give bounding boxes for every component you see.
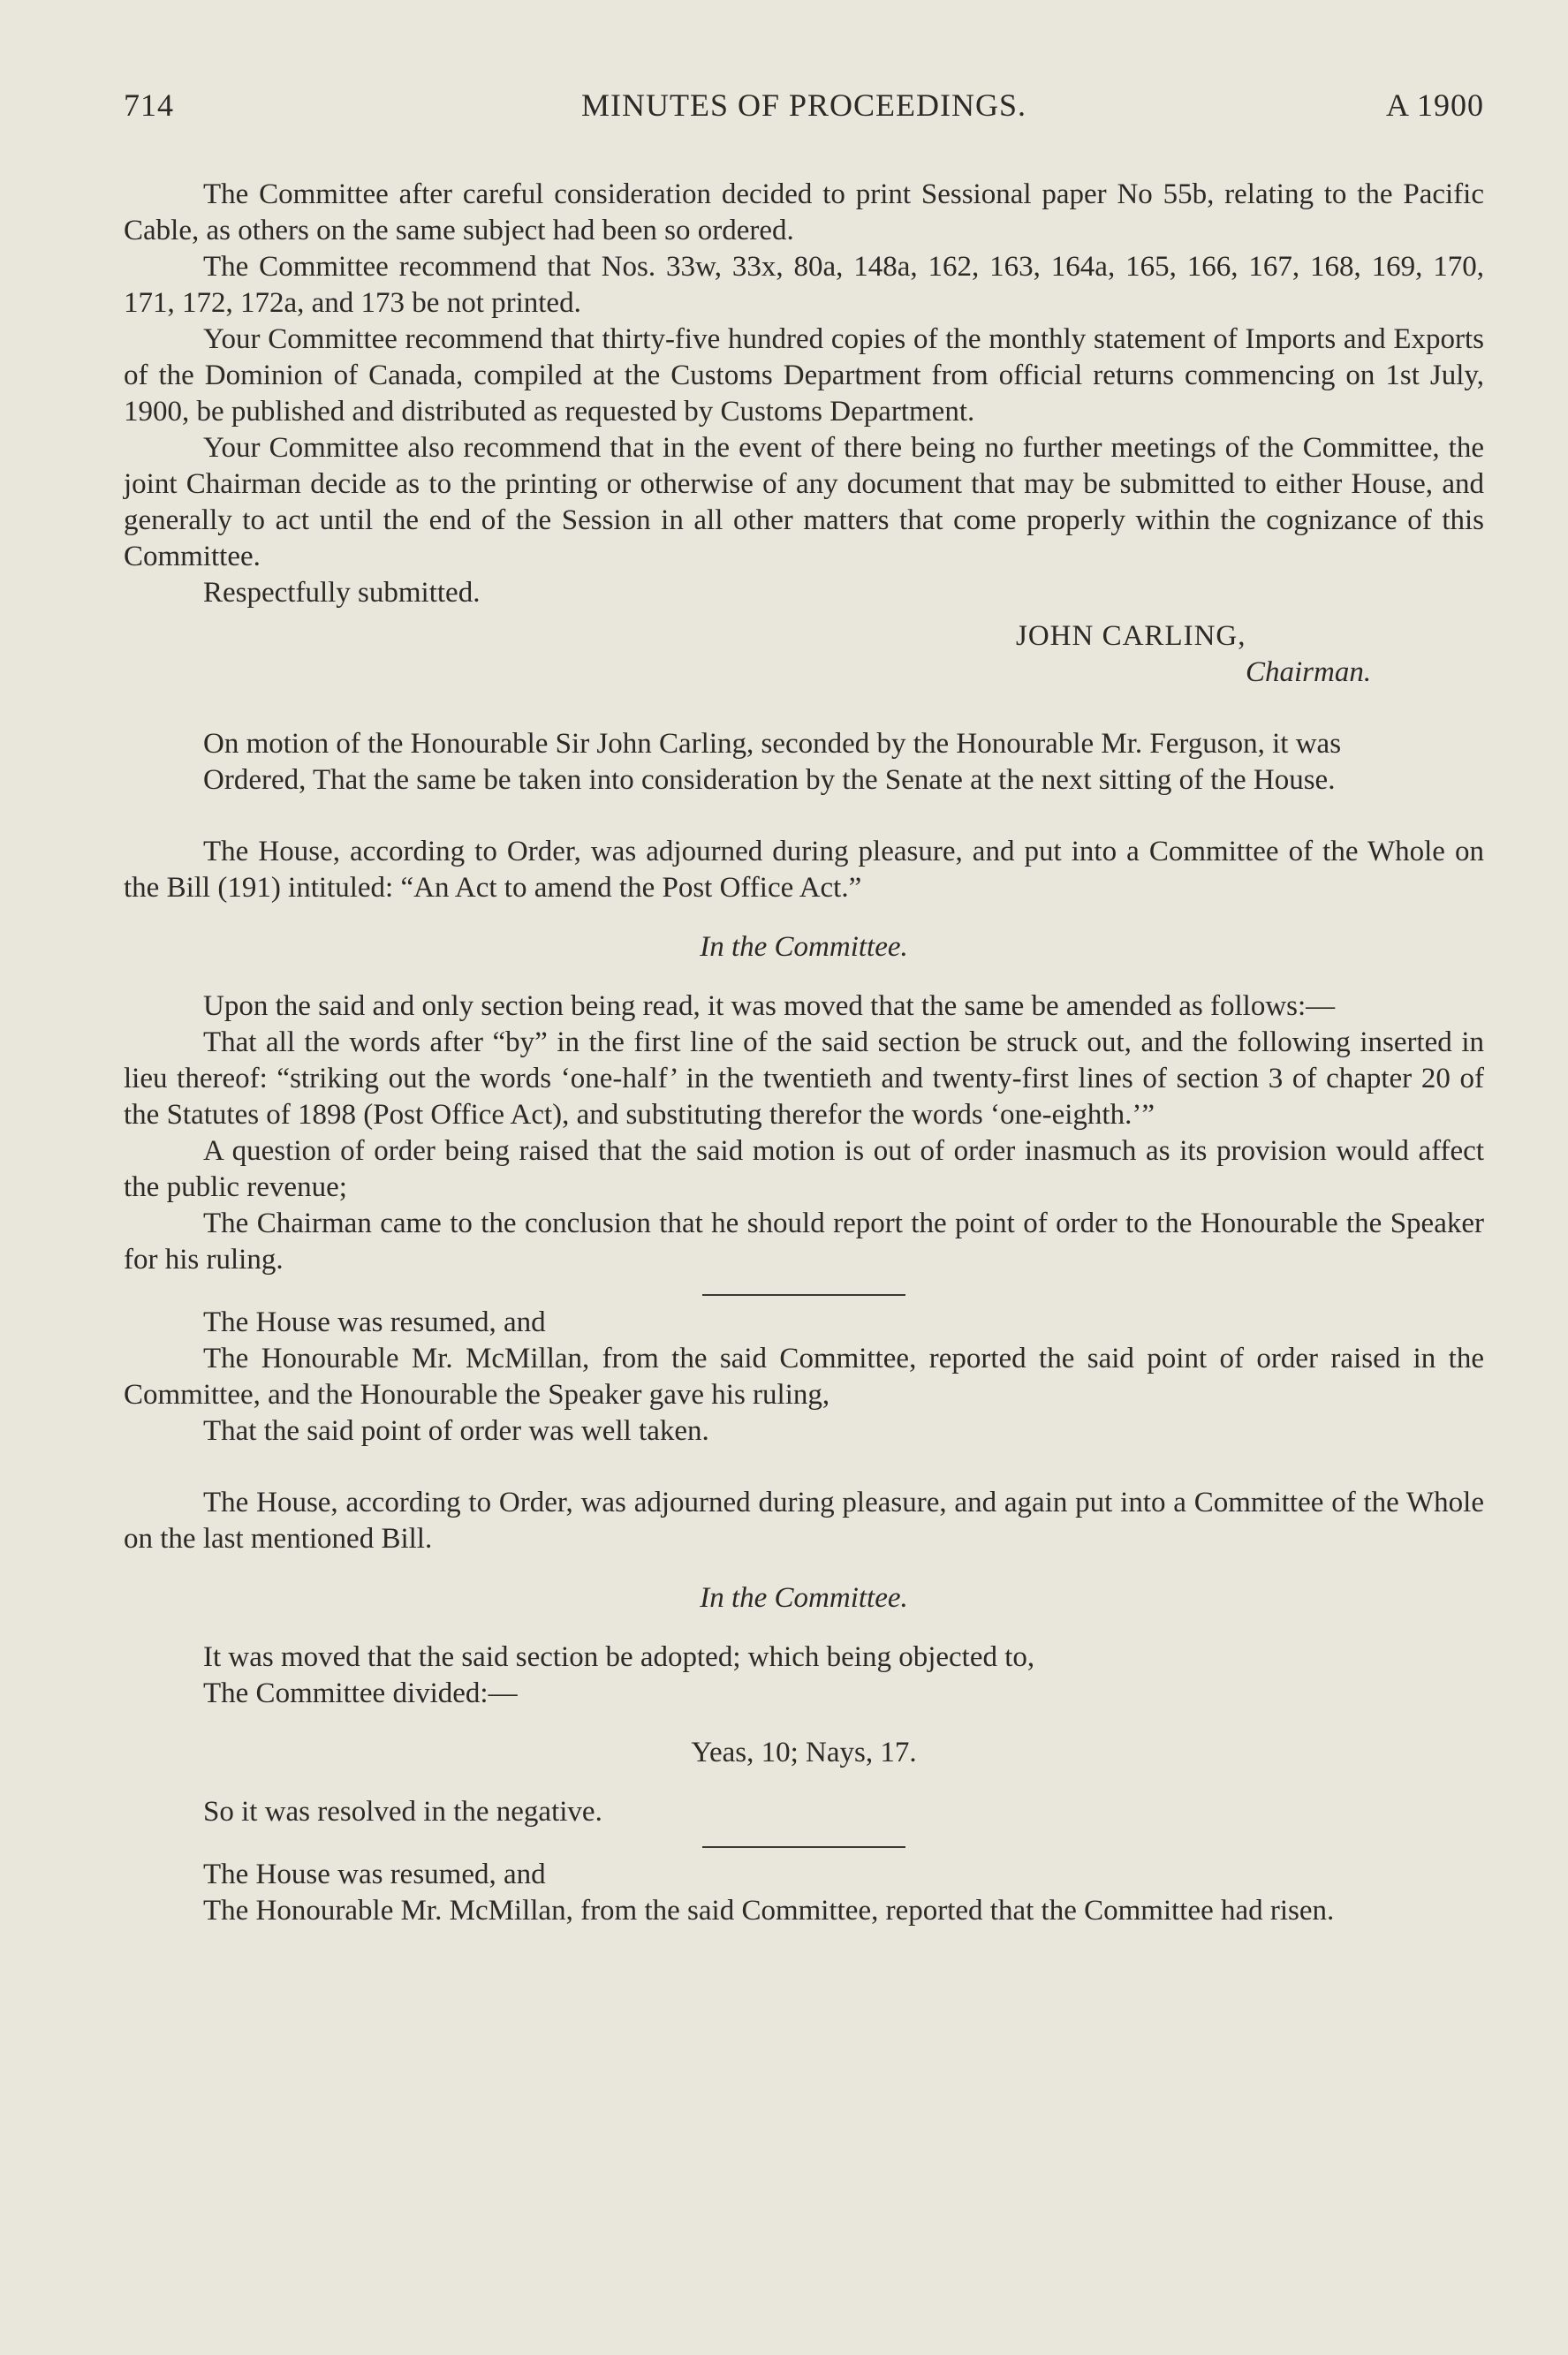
section-divider-1	[702, 1294, 905, 1296]
paragraph-22: The Honourable Mr. McMillan, from the said Committee, reported that the Committee had risen.	[203, 1895, 1335, 1927]
section-divider-2	[702, 1846, 905, 1848]
division-result: Yeas, 10; Nays, 17.	[691, 1737, 917, 1768]
running-title: MINUTES OF PROCEEDINGS.	[580, 87, 1027, 123]
paragraph-3: Your Committee recommend that thirty-five hundred copies of the monthly statement of Imports and Exports of the Dominion of Canada, compiled at the Customs Department from official returns commencing on 1st July, 1900, be published and distributed as requested by Customs Department.	[124, 323, 1484, 428]
document-body	[124, 177, 1484, 1929]
paragraph-5: Respectfully submitted.	[203, 577, 481, 609]
session-year: A 1900	[1385, 87, 1484, 123]
paragraph-14: The Honourable Mr. McMillan, from the said Committee, reported the said point of order raised in the Committee, and the Honourable the Speaker gave his ruling,	[124, 1343, 1484, 1411]
paragraph-4: Your Committee also recommend that in the event of there being no further meetings of the Committee, the joint Chairman decide as to the printing or otherwise of any document that may be submitted to either House, and generally to act until the end of the Session in all other matters that come properly within the cognizance of this Committee.	[124, 432, 1484, 572]
section-heading-committee-1: In the Committee.	[700, 931, 908, 963]
paragraph-7: Ordered, That the same be taken into consideration by the Senate at the next sitting of the House.	[203, 764, 1336, 796]
paragraph-12: The Chairman came to the conclusion that he should report the point of order to the Honourable the Speaker for his ruling.	[124, 1208, 1484, 1276]
page-number: 714	[124, 87, 174, 123]
paragraph-17: It was moved that the said section be adopted; which being objected to,	[203, 1641, 1035, 1673]
paragraph-11: A question of order being raised that the said motion is out of order inasmuch as its provision would affect the public revenue;	[124, 1135, 1484, 1203]
paragraph-8: The House, according to Order, was adjourned during pleasure, and put into a Committee of the Whole on the Bill (191) intituled: “An Act to amend the Post Office Act.”	[124, 836, 1484, 904]
signatory-name: JOHN CARLING,	[1016, 620, 1246, 652]
signatory-title: Chairman.	[1246, 656, 1372, 688]
section-heading-committee-2: In the Committee.	[700, 1582, 908, 1614]
paragraph-16: The House, according to Order, was adjourned during pleasure, and again put into a Committee of the Whole on the last mentioned Bill.	[124, 1487, 1484, 1555]
paragraph-10: That all the words after “by” in the first line of the said section be struck out, and the following inserted in lieu thereof: “striking out the words ‘one-half’ in the twentieth and twenty-first lines of section 3 of chapter 20 of the Statutes of 1898 (Post Office Act), and substituting therefor the words ‘one-eighth.’”	[124, 1026, 1484, 1131]
paragraph-6: On motion of the Honourable Sir John Carling, seconded by the Honourable Mr. Ferguson, it was	[203, 728, 1342, 760]
page-header	[124, 78, 1484, 131]
paragraph-9: Upon the said and only section being read, it was moved that the same be amended as follows:—	[203, 990, 1336, 1022]
paragraph-2: The Committee recommend that Nos. 33w, 33x, 80a, 148a, 162, 163, 164a, 165, 166, 167, 168, 169, 170, 171, 172, 172a, and 173 be not printed.	[124, 251, 1484, 319]
paragraph-21: The House was resumed, and	[203, 1859, 546, 1890]
paragraph-1: The Committee after careful consideration decided to print Sessional paper No 55b, relating to the Pacific Cable, as others on the same subject had been so ordered.	[124, 178, 1484, 246]
paragraph-13: The House was resumed, and	[203, 1306, 546, 1338]
signature-block	[124, 618, 1484, 691]
paragraph-18: The Committee divided:—	[203, 1677, 518, 1709]
paragraph-15: That the said point of order was well taken.	[203, 1415, 709, 1447]
paragraph-20: So it was resolved in the negative.	[203, 1796, 602, 1828]
